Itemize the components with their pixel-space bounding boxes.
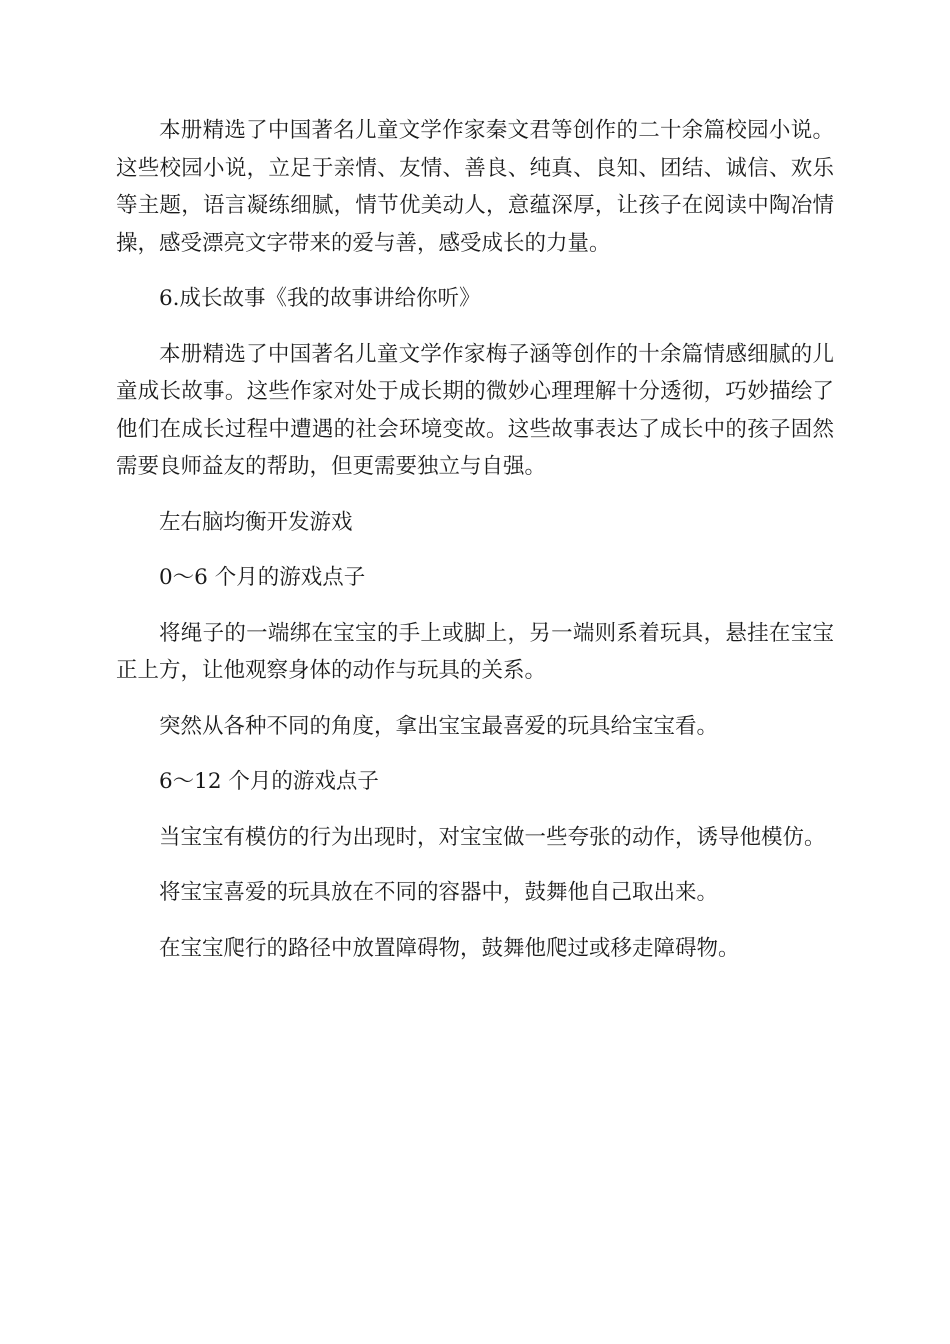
paragraph-rope-toy-game: 将绳子的一端绑在宝宝的手上或脚上，另一端则系着玩具，悬挂在宝宝正上方，让他观察身体的动作与玩具的关系。 [116, 620, 834, 683]
heading-6-12-months: 6～12 个月的游戏点子 [159, 769, 379, 794]
paragraph-imitation-game: 当宝宝有模仿的行为出现时，对宝宝做一些夸张的动作，诱导他模仿。 [159, 824, 826, 850]
paragraph-obstacle-game: 在宝宝爬行的路径中放置障碍物，鼓舞他爬过或移走障碍物。 [159, 935, 740, 961]
heading-0-6-months: 0～6 个月的游戏点子 [159, 565, 366, 590]
paragraph-toy-angle-game: 突然从各种不同的角度，拿出宝宝最喜爱的玩具给宝宝看。 [159, 713, 719, 739]
document-body [116, 112, 834, 985]
heading-brain-games: 左右脑均衡开发游戏 [159, 509, 353, 535]
heading-growth-stories: 6.成长故事《我的故事讲给你听》 [159, 286, 481, 311]
paragraph-campus-stories: 本册精选了中国著名儿童文学作家秦文君等创作的二十余篇校园小说。这些校园小说，立足于亲情、友情、善良、纯真、良知、团结、诚信、欢乐等主题，语言凝练细腻，情节优美动人，意蕴深厚，让孩子在阅读中陶冶情操，感受漂亮文字带来的爱与善，感受成长的力量。 [116, 118, 834, 256]
paragraph-container-game: 将宝宝喜爱的玩具放在不同的容器中，鼓舞他自己取出来。 [159, 880, 719, 905]
paragraph-growth-stories: 本册精选了中国著名儿童文学作家梅子涵等创作的十余篇情感细腻的儿童成长故事。这些作家对处于成长期的微妙心理理解十分透彻，巧妙描绘了他们在成长过程中遭遇的社会环境变故。这些故事表达了成长中的孩子固然需要良师益友的帮助，但更需要独立与自强。 [116, 341, 834, 479]
